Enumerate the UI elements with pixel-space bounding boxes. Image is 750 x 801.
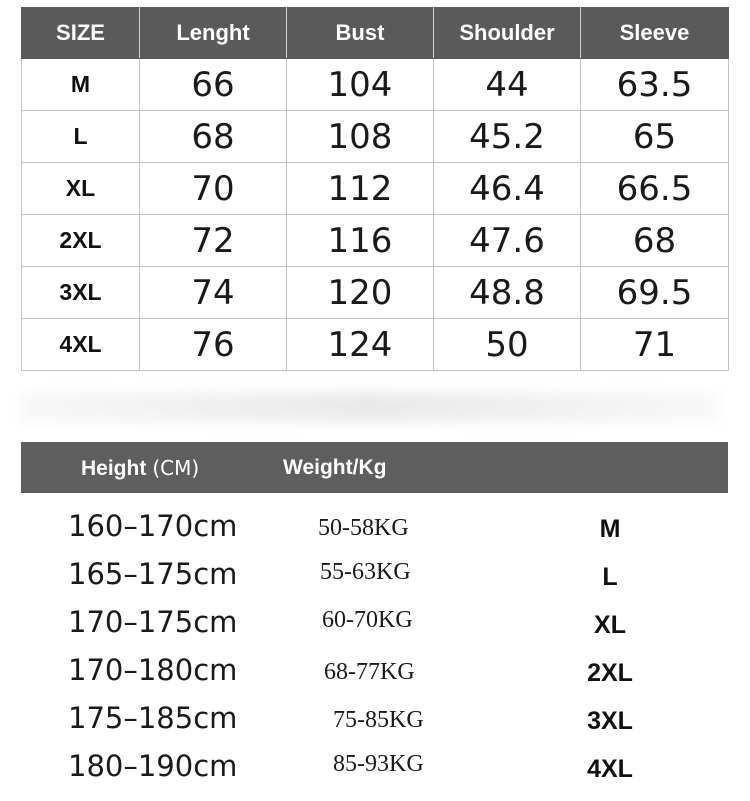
sleeve-value: 69.5 — [581, 267, 729, 319]
sleeve-value: 71 — [581, 319, 729, 371]
list-item — [0, 697, 750, 745]
shoulder-value: 47.6 — [434, 215, 581, 267]
size-chart-table — [21, 7, 729, 371]
sleeve-value: 68 — [581, 215, 729, 267]
length-value: 70 — [140, 163, 287, 215]
sleeve-value: 63.5 — [581, 59, 729, 111]
bust-value: 104 — [287, 59, 434, 111]
list-item — [0, 505, 750, 553]
list-item — [0, 601, 750, 649]
header-height-label: Height — [81, 457, 147, 480]
table-row — [22, 215, 729, 267]
list-item — [0, 745, 750, 793]
bust-value: 108 — [287, 111, 434, 163]
size-label: 4XL — [22, 319, 140, 371]
weight-range: 50-58KG — [318, 515, 409, 541]
height-range: 180–190cm — [68, 749, 238, 783]
recommended-size: M — [599, 515, 621, 543]
shoulder-value: 46.4 — [434, 163, 581, 215]
recommended-size: L — [602, 563, 618, 591]
header-length: Lenght — [140, 8, 287, 59]
table-row — [22, 163, 729, 215]
length-value: 74 — [140, 267, 287, 319]
header-height — [81, 456, 199, 481]
bust-value: 112 — [287, 163, 434, 215]
header-weight: Weight/Kg — [283, 456, 387, 479]
size-label: M — [22, 59, 140, 111]
weight-range: 60-70KG — [322, 607, 413, 633]
weight-range: 85-93KG — [333, 751, 424, 777]
table-row — [22, 111, 729, 163]
table-row — [22, 319, 729, 371]
bust-value: 120 — [287, 267, 434, 319]
weight-range: 68-77KG — [324, 659, 415, 685]
size-label: L — [22, 111, 140, 163]
height-range: 165–175cm — [68, 557, 238, 591]
recommended-size: 2XL — [587, 659, 633, 687]
recommended-size: XL — [594, 611, 626, 639]
sleeve-value: 65 — [581, 111, 729, 163]
header-shoulder: Shoulder — [434, 8, 581, 59]
length-value: 66 — [140, 59, 287, 111]
header-sleeve: Sleeve — [581, 8, 729, 59]
height-weight-header — [21, 442, 728, 493]
size-chart-header-row — [22, 8, 729, 59]
table-row — [22, 59, 729, 111]
height-range: 170–175cm — [68, 605, 238, 639]
sleeve-value: 66.5 — [581, 163, 729, 215]
weight-range: 55-63KG — [320, 559, 411, 585]
shoulder-value: 50 — [434, 319, 581, 371]
shoulder-value: 44 — [434, 59, 581, 111]
length-value: 68 — [140, 111, 287, 163]
height-range: 170–180cm — [68, 653, 238, 687]
shoulder-value: 45.2 — [434, 111, 581, 163]
list-item — [0, 553, 750, 601]
bust-value: 116 — [287, 215, 434, 267]
blurred-divider-band — [20, 392, 720, 422]
recommended-size: 3XL — [587, 707, 633, 735]
height-range: 160–170cm — [68, 509, 238, 543]
shoulder-value: 48.8 — [434, 267, 581, 319]
height-range: 175–185cm — [68, 701, 238, 735]
header-height-unit: (CM) — [152, 456, 200, 480]
length-value: 72 — [140, 215, 287, 267]
length-value: 76 — [140, 319, 287, 371]
bust-value: 124 — [287, 319, 434, 371]
size-label: 2XL — [22, 215, 140, 267]
height-weight-list — [0, 505, 750, 793]
header-bust: Bust — [287, 8, 434, 59]
weight-range: 75-85KG — [333, 707, 424, 733]
size-label: XL — [22, 163, 140, 215]
table-row — [22, 267, 729, 319]
list-item — [0, 649, 750, 697]
header-size: SIZE — [22, 8, 140, 59]
size-label: 3XL — [22, 267, 140, 319]
recommended-size: 4XL — [587, 755, 633, 783]
